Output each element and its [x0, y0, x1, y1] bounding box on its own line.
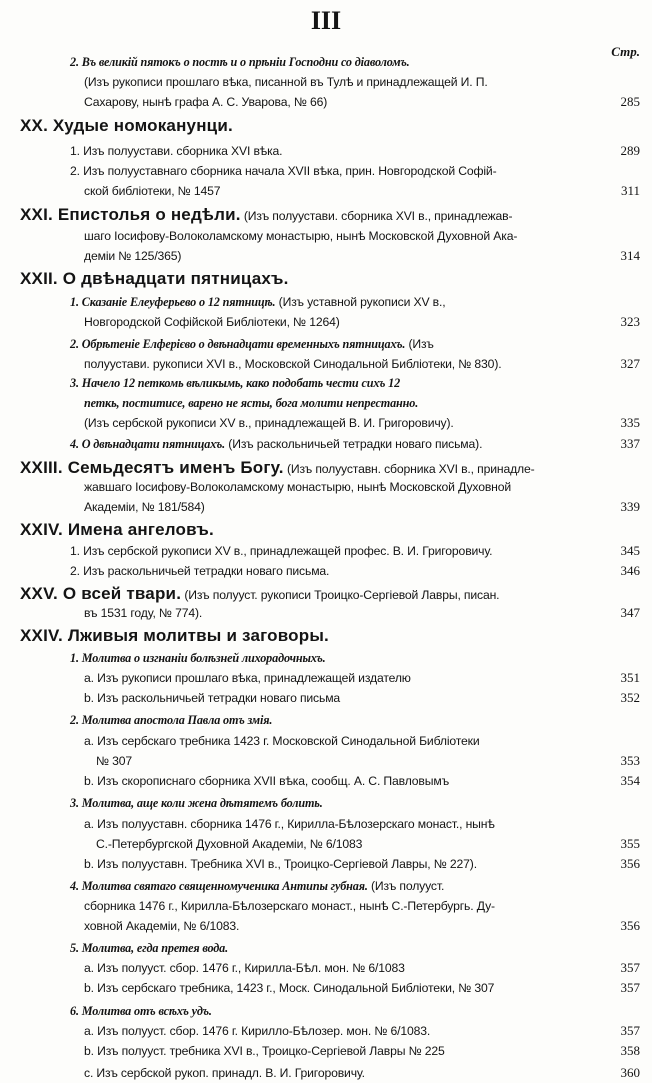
- toc-entry: [0, 292, 652, 312]
- entry-text: [84, 497, 205, 517]
- entry-source: (Изъ: [405, 337, 434, 351]
- page-ref: 314: [620, 248, 640, 263]
- entry-source: a. Изъ рукописи прошлаго вѣка, принадлежащей издателю: [84, 671, 411, 685]
- toc-entry: [0, 393, 652, 413]
- heading-title: XXIV. Лживыя молитвы и заговоры.: [20, 626, 329, 645]
- toc-entry: [0, 688, 652, 708]
- entry-source: сборника 1476 г., Кирилла-Бѣлозерскаго монаст., нынѣ С.-Петербургь. Ду-: [84, 899, 495, 913]
- entry-text: [84, 393, 418, 413]
- toc-entry: [0, 793, 652, 813]
- entry-source: ховной Академіи, № 6/1083.: [84, 919, 240, 933]
- toc-entry: [0, 181, 652, 201]
- entry-title: 2. Молитва апостола Павла отъ змія.: [70, 713, 273, 727]
- entry-text: [84, 916, 239, 936]
- entry-source: полуустави. рукописи XVI в., Московской Синодальной Библіотеки, № 830).: [84, 357, 502, 371]
- entry-text: [84, 1021, 430, 1041]
- entry-text: [84, 1063, 365, 1083]
- entry-text: [84, 312, 340, 332]
- toc-entry: [0, 854, 652, 874]
- entry-text: [20, 115, 233, 137]
- page-ref: 357: [620, 960, 640, 975]
- entry-text: [70, 561, 329, 581]
- entry-source: деміи № 125/365): [84, 249, 182, 263]
- entry-text: [84, 731, 480, 751]
- section-heading: [0, 625, 652, 647]
- entry-text: [84, 958, 405, 978]
- toc-entry: [0, 72, 652, 92]
- entry-source: ской библіотеки, № 1457: [84, 184, 221, 198]
- entry-source: № 307: [96, 754, 133, 768]
- entry-text: [84, 354, 501, 374]
- toc-entry: [0, 668, 652, 688]
- heading-title: XXI. Епистолья о недѣли.: [20, 205, 241, 224]
- entry-text: [70, 793, 323, 813]
- entry-text: [84, 814, 495, 834]
- section-heading: [0, 583, 652, 605]
- section-heading: [0, 268, 652, 290]
- page-ref: 356: [620, 918, 640, 933]
- entry-title: 5. Молитва, егда претея вода.: [70, 941, 229, 955]
- entry-source: b. Изъ сербскаго требника, 1423 г., Моск. Синодальной Библіотеки, № 307: [84, 981, 495, 995]
- entry-source: шаго Іосифову-Волоколамскому монастырю, нынѣ Московской Духовной Ака-: [84, 229, 518, 243]
- entry-source: a. Изъ полууст. сбор. 1476 г., Кирилла-Бѣл. мон. № 6/1083: [84, 961, 405, 975]
- page-ref: 352: [620, 690, 640, 705]
- entry-text: [70, 541, 492, 561]
- page-ref: 357: [620, 980, 640, 995]
- entry-text: [20, 519, 214, 541]
- toc-entry: [0, 876, 652, 896]
- toc-entry: [0, 710, 652, 730]
- entry-text: [70, 710, 272, 730]
- section-heading: [0, 519, 652, 541]
- toc-entry: [0, 246, 652, 266]
- entry-title: 4. Молитва святаго священномученика Антипы губная.: [70, 879, 368, 893]
- toc-entry: [0, 354, 652, 374]
- page-ref: 339: [620, 499, 640, 514]
- toc-entry: [0, 938, 652, 958]
- toc-entry: [0, 141, 652, 161]
- toc-entry: [0, 771, 652, 791]
- entry-text: [70, 876, 444, 896]
- entry-title: 1. Молитва о изгнаніи болѣзней лихорадочныхъ.: [70, 651, 326, 665]
- toc-entry: [0, 334, 652, 354]
- entry-text: [84, 668, 411, 688]
- entry-source: (Изъ полууст. рукописи Троицко-Сергіевой Лавры, писан.: [181, 588, 500, 602]
- heading-title: XXIII. Семьдесятъ именъ Богу.: [20, 458, 284, 477]
- entry-text: [20, 268, 289, 290]
- entry-source: c. Изъ сербской рукоп. принадл. В. И. Григоровичу.: [84, 1066, 365, 1080]
- heading-title: XX. Худые номоканунци.: [20, 116, 233, 135]
- page-ref: 360: [620, 1065, 640, 1080]
- toc-entry: [0, 1041, 652, 1061]
- page-ref: 323: [620, 314, 640, 329]
- entry-source: въ 1531 году, № 774).: [84, 606, 203, 620]
- entry-text: [84, 92, 327, 112]
- entry-text: [70, 292, 445, 312]
- entry-text: [84, 771, 449, 791]
- entry-source: жавшаго Іосифову-Волоколамскому монастырю, нынѣ Московской Духовной: [84, 480, 512, 494]
- entry-text: [70, 648, 326, 668]
- entry-source: С.-Петербургской Духовной Академіи, № 6/1083: [96, 837, 363, 851]
- toc-entry: [0, 434, 652, 454]
- entry-source: a. Изъ полууст. сбор. 1476 г. Кирилло-Бѣлозер. мон. № 6/1083.: [84, 1024, 431, 1038]
- page-ref: 289: [620, 143, 640, 158]
- entry-source: (Изъ полууставн. сборника XVI в., принадле-: [283, 462, 535, 476]
- entry-text: [84, 246, 181, 266]
- entry-text: [20, 204, 512, 226]
- entry-source: Академіи, № 181/584): [84, 500, 205, 514]
- entry-title: 3. Начело 12 петкомь вѣликымь, како подобать чести сихъ 12: [70, 376, 401, 390]
- entry-text: [70, 52, 410, 72]
- section-heading: [0, 457, 652, 479]
- page-ref: 357: [620, 1023, 640, 1038]
- entry-source: Новгородской Софійской Библіотеки, № 1264): [84, 315, 340, 329]
- toc-entry: [0, 978, 652, 998]
- section-heading: [0, 204, 652, 226]
- entry-source: (Изъ уставной рукописи XV в.,: [275, 295, 446, 309]
- page-ref: 335: [620, 415, 640, 430]
- toc-entry: [0, 834, 652, 854]
- entry-source: a. Изъ сербскаго требника 1423 г. Московской Синодальной Библіотеки: [84, 734, 480, 748]
- heading-title: XXIV. Имена ангеловъ.: [20, 520, 214, 539]
- entry-text: [70, 161, 497, 181]
- toc-entry: [0, 541, 652, 561]
- entry-source: b. Изъ скорописнаго сборника XVII вѣка, сообщ. А. С. Павловымъ: [84, 774, 450, 788]
- toc-entry: [0, 161, 652, 181]
- toc-entry: [0, 497, 652, 517]
- entry-source: (Изъ полууст.: [367, 879, 445, 893]
- entry-text: [70, 938, 228, 958]
- entry-title: 2. Обрѣтеніе Елферієво о двѣнадцати временныхъ пятницахъ.: [70, 337, 406, 351]
- heading-title: XXV. О всей твари.: [20, 584, 182, 603]
- entry-text: [84, 1041, 445, 1061]
- page-ref: 358: [620, 1043, 640, 1058]
- entry-source: (Изъ рукописи прошлаго вѣка, писанной въ Тулѣ и принадлежащей И. П.: [84, 75, 488, 89]
- page-ref: 311: [620, 183, 640, 198]
- toc-entry: [0, 1001, 652, 1021]
- heading-title: XXII. О двѣнадцати пятницахъ.: [20, 269, 289, 288]
- entry-text: [20, 625, 329, 647]
- entry-source: b. Изъ полууставн. Требника XVI в., Троицко-Сергіевой Лавры, № 227).: [84, 857, 477, 871]
- entry-text: [84, 603, 202, 623]
- entry-text: [84, 181, 220, 201]
- entry-title: 3. Молитва, аще коли жена дѣтятемъ болить.: [70, 796, 323, 810]
- toc-entry: [0, 413, 652, 433]
- page-column-label: Стр.: [611, 44, 640, 59]
- toc-entry: [0, 896, 652, 916]
- toc-entry: [0, 226, 652, 246]
- page-ref: 354: [620, 773, 640, 788]
- entry-source: 1. Изъ сербской рукописи XV в., принадлежащей профес. В. И. Григоровичу.: [70, 544, 493, 558]
- entry-source: (Изъ раскольничьей тетрадки новаго письма).: [225, 437, 483, 451]
- page-ref: 327: [620, 356, 640, 371]
- toc-entry: [0, 731, 652, 751]
- page-ref: 351: [620, 670, 640, 685]
- entry-text: [84, 688, 340, 708]
- entry-source: (Изъ сербской рукописи XV в., принадлежащей В. И. Григоровичу).: [84, 416, 454, 430]
- entry-text: [84, 413, 454, 433]
- entry-title: 2. Въ великій пятокъ о постѣ и о прѣніи Господни со діаволомъ.: [70, 55, 410, 69]
- toc-entry: [0, 92, 652, 112]
- entry-title: петкь, поститисе, варено не ясты, бога молити непрестанно.: [84, 396, 419, 410]
- entry-source: (Изъ полуустави. сборника XVI в., принадлежав-: [240, 209, 513, 223]
- entry-source: b. Изъ раскольничьей тетрадки новаго письма: [84, 691, 341, 705]
- page-ref: 346: [620, 563, 640, 578]
- toc-entry: [0, 52, 652, 72]
- entry-title: 6. Молитва отъ всѣхъ удъ.: [70, 1004, 212, 1018]
- entry-text: [96, 834, 362, 854]
- toc-entry: [0, 561, 652, 581]
- entry-title: 4. О двѣнадцати пятницахъ.: [70, 437, 226, 451]
- toc-entry: [0, 373, 652, 393]
- entry-title: 1. Сказаніе Елеуферьево о 12 пятницѣ.: [70, 295, 276, 309]
- page-ref: 345: [620, 543, 640, 558]
- entry-text: [84, 72, 488, 92]
- page-ref: 347: [620, 605, 640, 620]
- page-ref: 353: [620, 753, 640, 768]
- entry-text: [84, 978, 494, 998]
- page-ref: 285: [620, 94, 640, 109]
- toc-entry: [0, 603, 652, 623]
- entry-text: [96, 751, 132, 771]
- entry-text: [84, 477, 511, 497]
- section-heading: [0, 115, 652, 137]
- toc-entry: [0, 751, 652, 771]
- toc-entry: [0, 312, 652, 332]
- entry-text: [70, 334, 434, 354]
- toc-entry: [0, 814, 652, 834]
- toc-entry: [0, 1063, 652, 1083]
- entry-source: a. Изъ полууставн. сборника 1476 г., Кирилла-Бѣлозерскаго монаст., нынѣ: [84, 817, 495, 831]
- page-ref: 337: [620, 436, 640, 451]
- entry-text: [70, 1001, 212, 1021]
- page-ref: 356: [620, 856, 640, 871]
- entry-source: 2. Изъ раскольничьей тетрадки новаго письма.: [70, 564, 330, 578]
- toc-entry: [0, 648, 652, 668]
- toc-entry: [0, 477, 652, 497]
- entry-text: [20, 457, 535, 479]
- entry-text: [84, 226, 517, 246]
- entry-text: [20, 583, 499, 605]
- entry-text: [70, 141, 282, 161]
- page-number: III: [310, 6, 342, 35]
- entry-text: [70, 434, 482, 454]
- entry-source: 1. Изъ полуустави. сборника XVI вѣка.: [70, 144, 283, 158]
- entry-text: [70, 373, 400, 393]
- entry-source: Сахарову, нынѣ графа А. С. Уварова, № 66): [84, 95, 328, 109]
- entry-text: [84, 896, 495, 916]
- entry-text: [84, 854, 477, 874]
- entry-source: 2. Изъ полууставнаго сборника начала XVII вѣка, прин. Новгородской Софій-: [70, 164, 497, 178]
- page-ref: 355: [620, 836, 640, 851]
- toc-entry: [0, 916, 652, 936]
- entry-source: b. Изъ полууст. требника XVI в., Троицко-Сергіевой Лавры № 225: [84, 1044, 445, 1058]
- toc-entry: [0, 1021, 652, 1041]
- toc-entry: [0, 958, 652, 978]
